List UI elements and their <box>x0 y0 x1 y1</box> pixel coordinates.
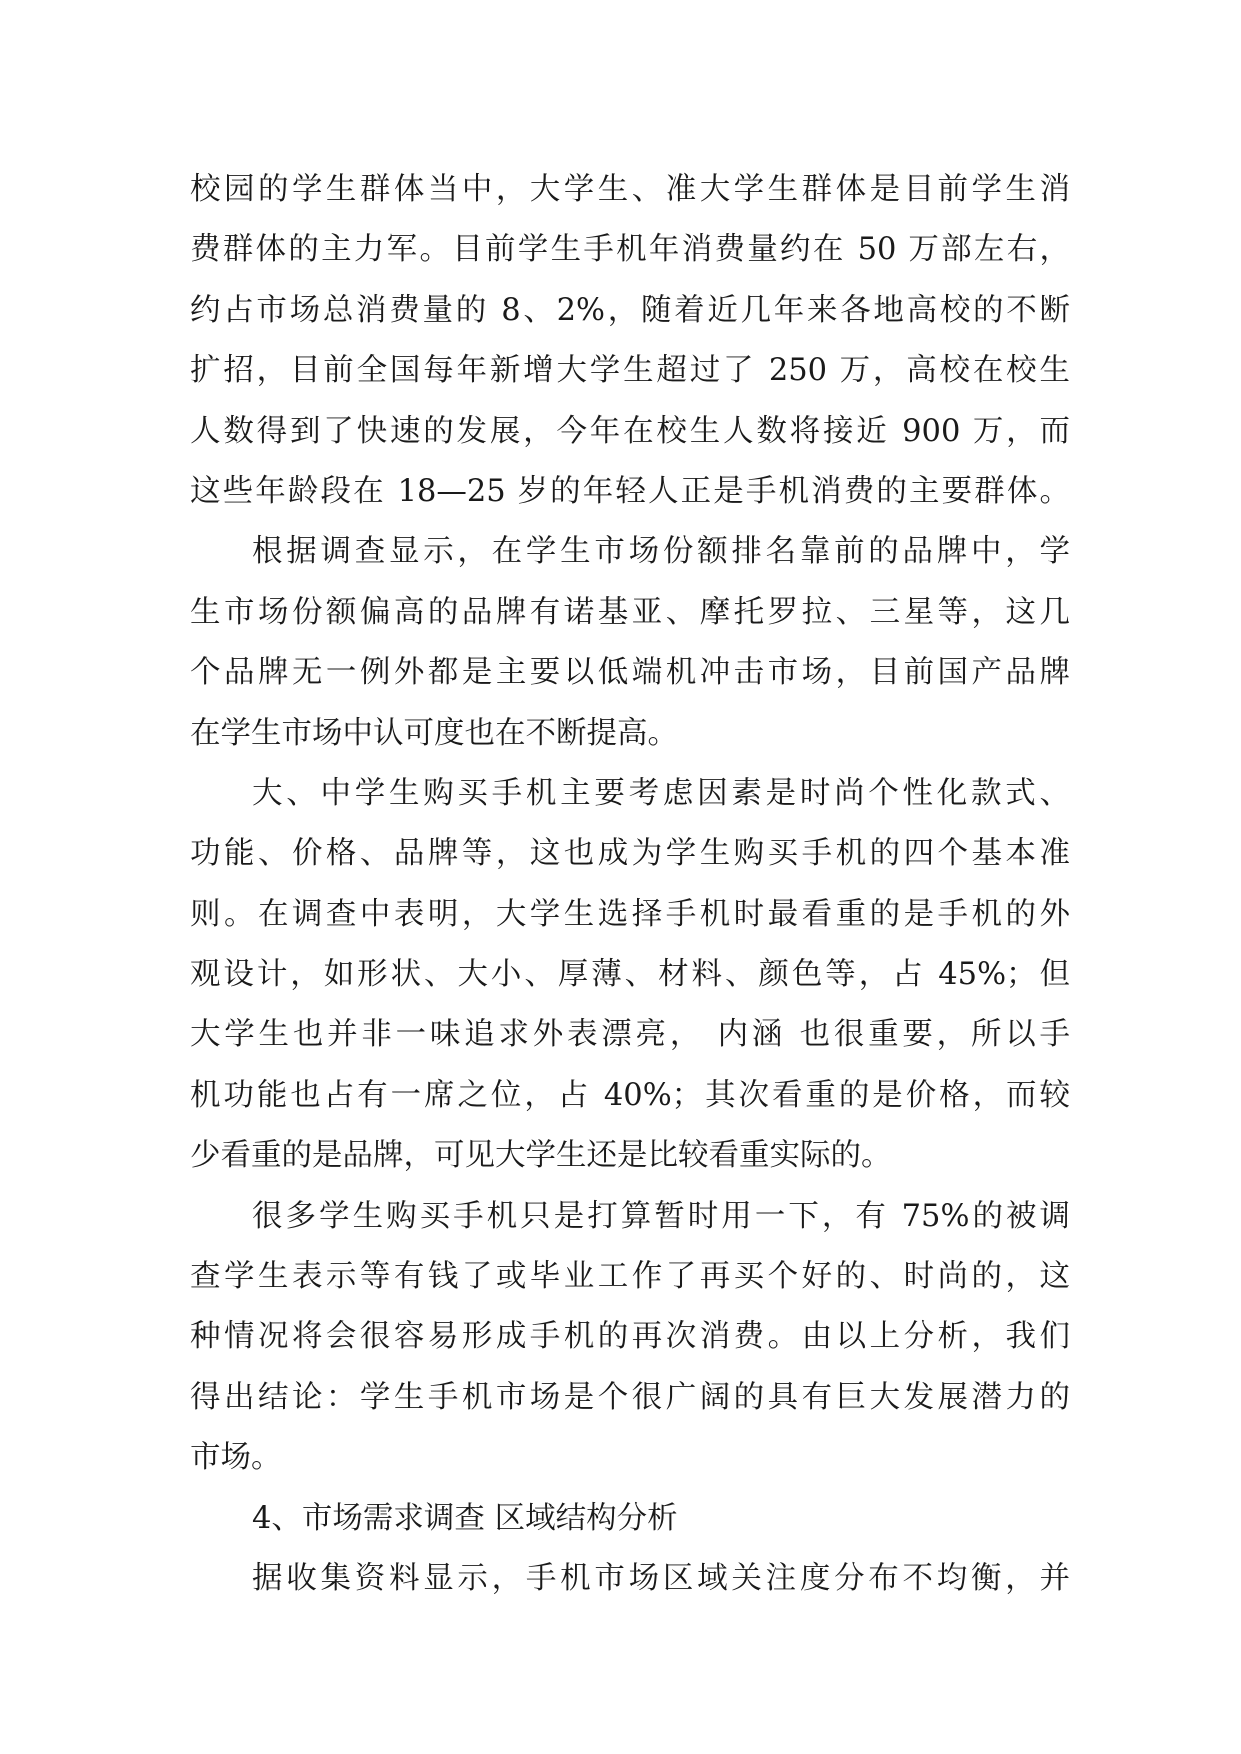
text-line: 得出结论：学生手机市场是个很广阔的具有巨大发展潜力的 <box>190 1379 1070 1415</box>
text-line: 约占市场总消费量的 8、2%，随着近几年来各地高校的不断 <box>190 292 1070 328</box>
text-line: 个品牌无一例外都是主要以低端机冲击市场，目前国产品牌 <box>190 655 1070 691</box>
text-line: 据收集资料显示，手机市场区域关注度分布不均衡，并 <box>252 1560 1070 1596</box>
text-line: 功能、价格、品牌等，这也成为学生购买手机的四个基本准 <box>190 836 1070 872</box>
text-line: 少看重的是品牌，可见大学生还是比较看重实际的。 <box>190 1138 892 1174</box>
text-line: 机功能也占有一席之位，占 40%；其次看重的是价格，而较 <box>190 1077 1070 1113</box>
text-line: 市场。 <box>190 1440 282 1476</box>
text-line: 很多学生购买手机只是打算暂时用一下，有 75%的被调 <box>252 1198 1070 1234</box>
text-line: 生市场份额偏高的品牌有诺基亚、摩托罗拉、三星等，这几 <box>190 594 1070 630</box>
text-line: 则。在调查中表明，大学生选择手机时最看重的是手机的外 <box>190 896 1070 932</box>
text-line: 观设计，如形状、大小、厚薄、材料、颜色等，占 45%；但 <box>190 957 1070 993</box>
document-body <box>190 160 1070 1609</box>
text-line: 大、中学生购买手机主要考虑因素是时尚个性化款式、 <box>252 775 1070 811</box>
text-line: 人数得到了快速的发展，今年在校生人数将接近 900 万，而 <box>190 413 1070 449</box>
paragraph-brand-share <box>190 522 1070 764</box>
text-line: 查学生表示等有钱了或毕业工作了再买个好的、时尚的，这 <box>190 1259 1070 1295</box>
paragraph-regional <box>190 1549 1070 1609</box>
text-line: 在学生市场中认可度也在不断提高。 <box>190 715 678 751</box>
text-line: 费群体的主力军。目前学生手机年消费量约在 50 万部左右， <box>190 232 1070 268</box>
paragraph-conclusion <box>190 1187 1070 1489</box>
text-line: 扩招，目前全国每年新增大学生超过了 250 万，高校在校生 <box>190 353 1070 389</box>
section-heading: 4、市场需求调查 区域结构分析 <box>252 1500 678 1536</box>
text-line: 校园的学生群体当中，大学生、准大学生群体是目前学生消 <box>190 172 1070 207</box>
text-line: 这些年龄段在 18—25 岁的年轻人正是手机消费的主要群体。 <box>190 473 1070 509</box>
section-heading-regional <box>190 1489 1070 1549</box>
paragraph-student-consumers <box>190 160 1070 522</box>
text-line: 大学生也并非一味追求外表漂亮， 内涵 也很重要，所以手 <box>190 1017 1070 1053</box>
text-line: 根据调查显示，在学生市场份额排名靠前的品牌中，学 <box>252 534 1070 570</box>
paragraph-purchase-factors <box>190 764 1070 1187</box>
text-line: 种情况将会很容易形成手机的再次消费。由以上分析，我们 <box>190 1319 1070 1355</box>
